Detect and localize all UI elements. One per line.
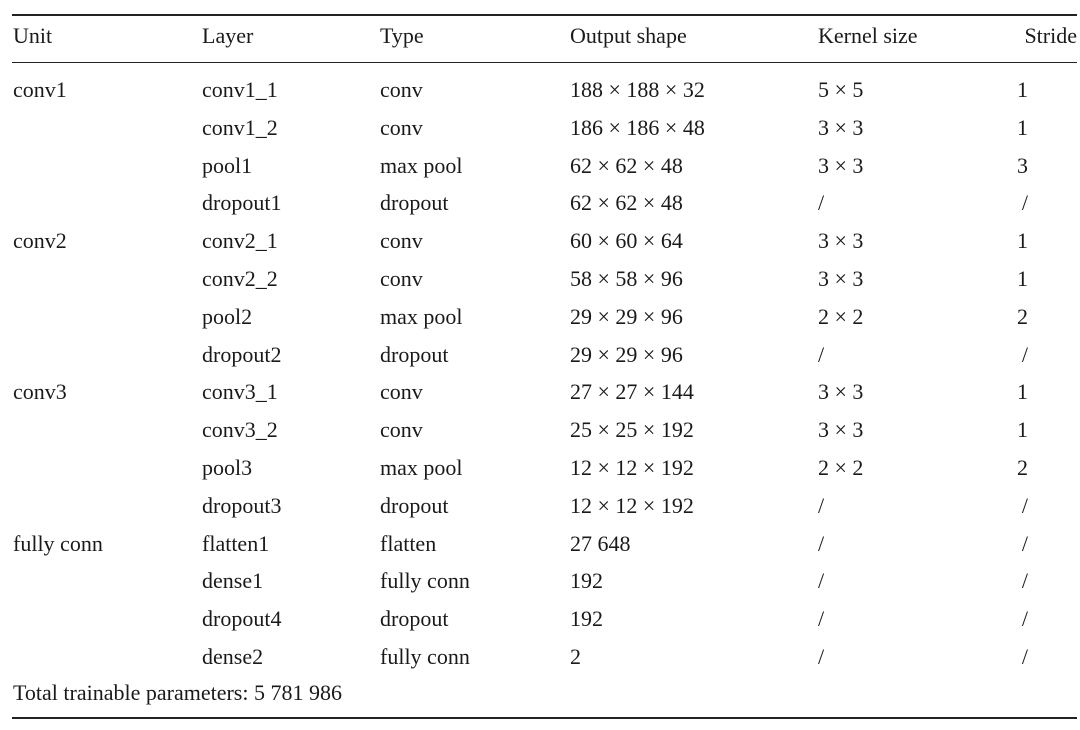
cell-type: conv <box>380 379 423 405</box>
cell-output-shape: 29 × 29 × 96 <box>570 303 683 329</box>
cell-output-shape: 58 × 58 × 96 <box>570 266 683 291</box>
cell-layer: conv1_1 <box>202 77 278 102</box>
cell-output-shape: 29 × 29 × 96 <box>570 341 683 367</box>
cell-type: dropout <box>380 606 449 632</box>
cell-layer: pool1 <box>202 152 253 178</box>
cell-kernel-size: 3 × 3 <box>818 152 864 178</box>
cell-stride: / <box>1021 190 1028 216</box>
table-row <box>0 75 1080 105</box>
cell-stride: 1 <box>1017 77 1028 102</box>
cell-kernel-size: 3 × 3 <box>818 228 864 254</box>
table-row <box>0 113 1080 143</box>
cell-kernel-size: / <box>818 492 825 518</box>
cell-output-shape: 60 × 60 × 64 <box>570 228 683 254</box>
header-unit: Unit <box>13 23 53 48</box>
header-output-shape: Output shape <box>570 23 687 48</box>
table-row <box>0 491 1080 521</box>
cell-output-shape: 12 × 12 × 192 <box>570 455 694 480</box>
cell-type: max pool <box>380 303 463 329</box>
cell-unit: conv3 <box>13 379 67 405</box>
cell-output-shape: 27 648 <box>570 530 631 556</box>
cell-layer: conv1_2 <box>202 114 278 140</box>
cell-type: conv <box>380 114 423 140</box>
cell-layer: dropout3 <box>202 492 282 518</box>
cell-stride: 1 <box>1017 228 1028 254</box>
table-row <box>0 604 1080 634</box>
cell-stride: 1 <box>1017 266 1028 291</box>
cell-stride: / <box>1021 341 1028 367</box>
cell-layer: dropout2 <box>202 341 282 367</box>
cell-kernel-size: 3 × 3 <box>818 114 864 140</box>
table-row <box>0 226 1080 256</box>
header-stride: Stride <box>1024 23 1077 48</box>
cell-layer: pool3 <box>202 455 253 480</box>
cell-type: conv <box>380 228 423 254</box>
table-footer <box>0 678 1080 708</box>
cell-output-shape: 62 × 62 × 48 <box>570 190 683 216</box>
cell-stride: / <box>1021 492 1028 518</box>
cell-output-shape: 192 <box>570 568 603 594</box>
cell-layer: dense2 <box>202 644 264 669</box>
table-row <box>0 415 1080 445</box>
cell-unit: fully conn <box>13 530 103 556</box>
cell-stride: 1 <box>1017 417 1028 443</box>
cell-layer: flatten1 <box>202 530 270 556</box>
cell-output-shape: 188 × 188 × 32 <box>570 77 705 102</box>
cell-kernel-size: 2 × 2 <box>818 455 864 480</box>
cell-layer: dropout1 <box>202 190 282 216</box>
cell-layer: conv2_1 <box>202 228 278 254</box>
cell-stride: / <box>1021 568 1028 594</box>
cell-unit: conv2 <box>13 228 67 254</box>
cell-layer: pool2 <box>202 303 253 329</box>
cell-layer: conv2_2 <box>202 266 278 291</box>
cell-output-shape: 186 × 186 × 48 <box>570 114 705 140</box>
cell-kernel-size: 3 × 3 <box>818 417 864 443</box>
cell-type: max pool <box>380 152 463 178</box>
cell-kernel-size: / <box>818 190 825 216</box>
table-row <box>0 188 1080 218</box>
cell-stride: 1 <box>1017 114 1028 140</box>
table-row <box>0 151 1080 181</box>
cell-layer: conv3_2 <box>202 417 278 443</box>
table-bottom-rule <box>12 717 1077 719</box>
cell-type: conv <box>380 77 423 102</box>
cell-type: fully conn <box>380 568 470 594</box>
cell-type: max pool <box>380 455 463 480</box>
cell-stride: 2 <box>1017 455 1028 480</box>
table-row <box>0 529 1080 559</box>
cell-kernel-size: / <box>818 644 825 669</box>
header-kernel-size: Kernel size <box>818 23 918 48</box>
cell-stride: 1 <box>1017 379 1028 405</box>
total-parameters: Total trainable parameters: 5 781 986 <box>13 680 342 705</box>
cell-output-shape: 62 × 62 × 48 <box>570 152 683 178</box>
cell-type: dropout <box>380 341 449 367</box>
cell-type: conv <box>380 417 423 443</box>
cell-stride: / <box>1021 644 1028 669</box>
cell-type: fully conn <box>380 644 470 669</box>
table-row <box>0 453 1080 483</box>
cell-type: conv <box>380 266 423 291</box>
table-row <box>0 377 1080 407</box>
cell-layer: conv3_1 <box>202 379 278 405</box>
cell-kernel-size: 3 × 3 <box>818 379 864 405</box>
cell-kernel-size: 3 × 3 <box>818 266 864 291</box>
cell-output-shape: 2 <box>570 644 581 669</box>
cell-kernel-size: / <box>818 530 825 556</box>
cell-kernel-size: 2 × 2 <box>818 303 864 329</box>
table-row <box>0 264 1080 294</box>
table-top-rule <box>12 14 1077 16</box>
cell-output-shape: 27 × 27 × 144 <box>570 379 694 405</box>
cell-kernel-size: / <box>818 606 825 632</box>
cell-stride: / <box>1021 606 1028 632</box>
cell-stride: 2 <box>1017 303 1028 329</box>
table-row <box>0 340 1080 370</box>
table-row <box>0 566 1080 596</box>
cell-kernel-size: / <box>818 341 825 367</box>
cell-type: flatten <box>380 530 437 556</box>
header-type: Type <box>380 23 424 48</box>
table-header-row <box>0 21 1080 51</box>
cell-kernel-size: / <box>818 568 825 594</box>
cell-output-shape: 12 × 12 × 192 <box>570 492 694 518</box>
table-row <box>0 642 1080 672</box>
cell-kernel-size: 5 × 5 <box>818 77 864 102</box>
cell-type: dropout <box>380 190 449 216</box>
cell-stride: / <box>1021 530 1028 556</box>
cell-layer: dense1 <box>202 568 264 594</box>
cell-stride: 3 <box>1017 152 1028 178</box>
table-header-rule <box>12 62 1077 63</box>
table-row <box>0 302 1080 332</box>
cell-layer: dropout4 <box>202 606 282 632</box>
cell-output-shape: 192 <box>570 606 603 632</box>
cell-unit: conv1 <box>13 77 67 102</box>
cell-type: dropout <box>380 492 449 518</box>
header-layer: Layer <box>202 23 254 48</box>
cell-output-shape: 25 × 25 × 192 <box>570 417 694 443</box>
